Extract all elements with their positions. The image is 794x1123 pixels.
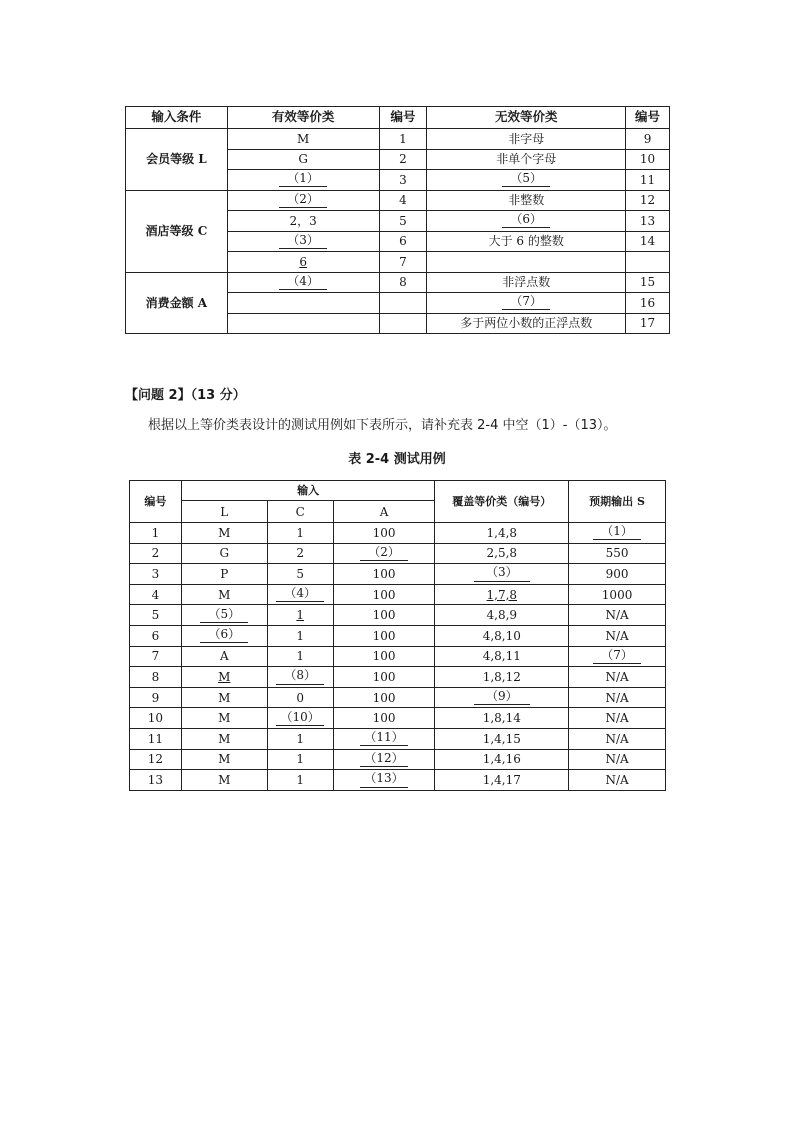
- cell-L: M: [181, 708, 267, 729]
- cell-C: 1: [267, 749, 333, 770]
- answer-blank: （5）: [200, 608, 248, 623]
- cell-A: 100: [333, 708, 435, 729]
- cell-covered: 4,8,10: [435, 625, 569, 646]
- header-invalid-classes: 无效等价类: [427, 107, 626, 129]
- cell-C: 1: [267, 625, 333, 646]
- invalid-no: 14: [626, 231, 670, 252]
- valid-no: [379, 293, 427, 314]
- valid-no: 8: [379, 272, 427, 293]
- cell-L: A: [181, 646, 267, 667]
- invalid-no: 17: [626, 313, 670, 334]
- cell-covered: 1,4,15: [435, 728, 569, 749]
- valid-class-cell: [227, 190, 379, 211]
- blank-7: （7）: [502, 295, 550, 310]
- cell-A: [333, 770, 435, 791]
- cell-covered: 1,8,14: [435, 708, 569, 729]
- valid-class-underlined: 6: [299, 254, 307, 269]
- header-L: L: [181, 501, 267, 523]
- answer-blank: （8）: [276, 669, 324, 684]
- cell-L: G: [181, 543, 267, 564]
- table-row: [130, 564, 666, 585]
- cell-no: 2: [130, 543, 182, 564]
- cell-A: 100: [333, 687, 435, 708]
- cell-no: 7: [130, 646, 182, 667]
- header-valid-no: 编号: [379, 107, 427, 129]
- answer-blank: （4）: [276, 587, 324, 602]
- blank-6: （6）: [502, 213, 550, 228]
- cell-expected: N/A: [569, 749, 666, 770]
- valid-class: 2，3: [227, 211, 379, 232]
- cell-expected: [569, 523, 666, 544]
- table-row: [130, 543, 666, 564]
- cell-covered: 1,8,12: [435, 667, 569, 688]
- underlined-value: M: [218, 669, 231, 684]
- valid-class: [227, 313, 379, 334]
- invalid-no: [626, 252, 670, 273]
- cell-expected: 900: [569, 564, 666, 585]
- test-case-table: [129, 480, 666, 791]
- cell-no: 11: [130, 728, 182, 749]
- condition-member-level: 会员等级 L: [126, 129, 228, 191]
- cell-A: 100: [333, 605, 435, 626]
- invalid-no: 11: [626, 170, 670, 191]
- answer-blank: （12）: [360, 752, 408, 767]
- cell-L: M: [181, 728, 267, 749]
- table-row: [130, 667, 666, 688]
- cell-C: [267, 584, 333, 605]
- table-row: [130, 687, 666, 708]
- valid-class-cell: [227, 170, 379, 191]
- cell-no: 1: [130, 523, 182, 544]
- cell-L: P: [181, 564, 267, 585]
- cell-A: 100: [333, 667, 435, 688]
- cell-covered: 4,8,11: [435, 646, 569, 667]
- invalid-class: 大于 6 的整数: [427, 231, 626, 252]
- table-row: [130, 584, 666, 605]
- blank-5: （5）: [502, 172, 550, 187]
- underlined-value: 1,7,8: [486, 587, 518, 602]
- cell-no: 4: [130, 584, 182, 605]
- cell-L: M: [181, 749, 267, 770]
- cell-expected: N/A: [569, 728, 666, 749]
- cell-C: 0: [267, 687, 333, 708]
- invalid-no: 10: [626, 149, 670, 170]
- table-row: [130, 708, 666, 729]
- cell-expected: 1000: [569, 584, 666, 605]
- cell-L: M: [181, 687, 267, 708]
- cell-no: 6: [130, 625, 182, 646]
- cell-L: M: [181, 584, 267, 605]
- cell-C: 2: [267, 543, 333, 564]
- cell-A: [333, 749, 435, 770]
- table-row: [130, 523, 666, 544]
- answer-blank: （3）: [474, 566, 530, 581]
- cell-no: 9: [130, 687, 182, 708]
- invalid-class-cell: [427, 211, 626, 232]
- answer-blank: （10）: [276, 711, 324, 726]
- answer-blank: （6）: [200, 628, 248, 643]
- invalid-no: 15: [626, 272, 670, 293]
- valid-no: 1: [379, 129, 427, 150]
- cell-covered: 4,8,9: [435, 605, 569, 626]
- cell-expected: [569, 646, 666, 667]
- valid-no: 5: [379, 211, 427, 232]
- invalid-no: 13: [626, 211, 670, 232]
- table-row: [126, 129, 670, 150]
- cell-C: 1: [267, 770, 333, 791]
- header-A: A: [333, 501, 435, 523]
- equivalence-class-table: [125, 106, 670, 334]
- invalid-class: 非浮点数: [427, 272, 626, 293]
- cell-A: 100: [333, 564, 435, 585]
- cell-L: [181, 667, 267, 688]
- table-header-row: [126, 107, 670, 129]
- cell-C: 1: [267, 646, 333, 667]
- invalid-class-cell: [427, 170, 626, 191]
- valid-no: 3: [379, 170, 427, 191]
- table-row: [130, 646, 666, 667]
- valid-class-cell: [227, 272, 379, 293]
- cell-expected: N/A: [569, 625, 666, 646]
- valid-no: 7: [379, 252, 427, 273]
- cell-covered: 1,4,17: [435, 770, 569, 791]
- cell-expected: 550: [569, 543, 666, 564]
- invalid-class: [427, 252, 626, 273]
- answer-blank: （11）: [360, 731, 408, 746]
- header-valid-classes: 有效等价类: [227, 107, 379, 129]
- table-row: [130, 625, 666, 646]
- cell-no: 3: [130, 564, 182, 585]
- valid-no: [379, 313, 427, 334]
- header-input-condition: 输入条件: [126, 107, 228, 129]
- valid-class-cell: [227, 252, 379, 273]
- invalid-class: 非单个字母: [427, 149, 626, 170]
- blank-2: （2）: [279, 193, 327, 208]
- cell-C: [267, 667, 333, 688]
- cell-L: [181, 605, 267, 626]
- header-C: C: [267, 501, 333, 523]
- cell-A: [333, 728, 435, 749]
- table-row: [130, 770, 666, 791]
- invalid-class: 非整数: [427, 190, 626, 211]
- cell-A: 100: [333, 646, 435, 667]
- cell-no: 13: [130, 770, 182, 791]
- header-covered: 覆盖等价类（编号）: [435, 481, 569, 523]
- answer-blank: （9）: [474, 690, 530, 705]
- cell-C: 5: [267, 564, 333, 585]
- cell-no: 12: [130, 749, 182, 770]
- valid-class: [227, 293, 379, 314]
- answer-blank: （13）: [360, 772, 408, 787]
- invalid-class-cell: [427, 293, 626, 314]
- cell-L: M: [181, 523, 267, 544]
- invalid-no: 16: [626, 293, 670, 314]
- invalid-class: 多于两位小数的正浮点数: [427, 313, 626, 334]
- cell-C: 1: [267, 728, 333, 749]
- cell-expected: N/A: [569, 708, 666, 729]
- valid-class-cell: [227, 231, 379, 252]
- invalid-no: 12: [626, 190, 670, 211]
- table-row: [126, 272, 670, 293]
- condition-spend-amount: 消费金额 A: [126, 272, 228, 334]
- cell-covered: 1,4,8: [435, 523, 569, 544]
- cell-A: 100: [333, 523, 435, 544]
- answer-blank: （1）: [593, 525, 641, 540]
- header-no: 编号: [130, 481, 182, 523]
- cell-expected: N/A: [569, 667, 666, 688]
- blank-4: （4）: [279, 275, 327, 290]
- table-row: [130, 605, 666, 626]
- cell-L: M: [181, 770, 267, 791]
- invalid-class: 非字母: [427, 129, 626, 150]
- cell-no: 10: [130, 708, 182, 729]
- answer-blank: （7）: [593, 649, 641, 664]
- valid-class: G: [227, 149, 379, 170]
- cell-C: [267, 605, 333, 626]
- question-heading: 【问题 2】（13 分）: [125, 388, 246, 403]
- cell-covered: [435, 564, 569, 585]
- table-row: [130, 749, 666, 770]
- answer-blank: （2）: [360, 546, 408, 561]
- cell-expected: N/A: [569, 687, 666, 708]
- valid-no: 6: [379, 231, 427, 252]
- cell-no: 8: [130, 667, 182, 688]
- test-case-body: [130, 523, 666, 791]
- blank-1: （1）: [279, 172, 327, 187]
- cell-A: 100: [333, 584, 435, 605]
- cell-expected: N/A: [569, 770, 666, 791]
- cell-A: 100: [333, 625, 435, 646]
- table-caption: 表 2-4 测试用例: [348, 452, 446, 467]
- valid-no: 4: [379, 190, 427, 211]
- invalid-no: 9: [626, 129, 670, 150]
- valid-no: 2: [379, 149, 427, 170]
- question-description: 根据以上等价类表设计的测试用例如下表所示，请补充表 2-4 中空（1）-（13）。: [148, 418, 617, 433]
- valid-class: M: [227, 129, 379, 150]
- condition-hotel-level: 酒店等级 C: [126, 190, 228, 272]
- cell-covered: [435, 687, 569, 708]
- cell-covered: 1,4,16: [435, 749, 569, 770]
- header-invalid-no: 编号: [626, 107, 670, 129]
- cell-expected: N/A: [569, 605, 666, 626]
- cell-covered: 2,5,8: [435, 543, 569, 564]
- cell-A: [333, 543, 435, 564]
- header-expected: 预期输出 S: [569, 481, 666, 523]
- cell-C: 1: [267, 523, 333, 544]
- blank-3: （3）: [279, 234, 327, 249]
- cell-C: [267, 708, 333, 729]
- table-row: [126, 190, 670, 211]
- underlined-value: 1: [296, 608, 304, 623]
- cell-L: [181, 625, 267, 646]
- table-row: [130, 728, 666, 749]
- cell-no: 5: [130, 605, 182, 626]
- header-input: 输入: [181, 481, 435, 501]
- table-header-row: [130, 481, 666, 501]
- cell-covered: [435, 584, 569, 605]
